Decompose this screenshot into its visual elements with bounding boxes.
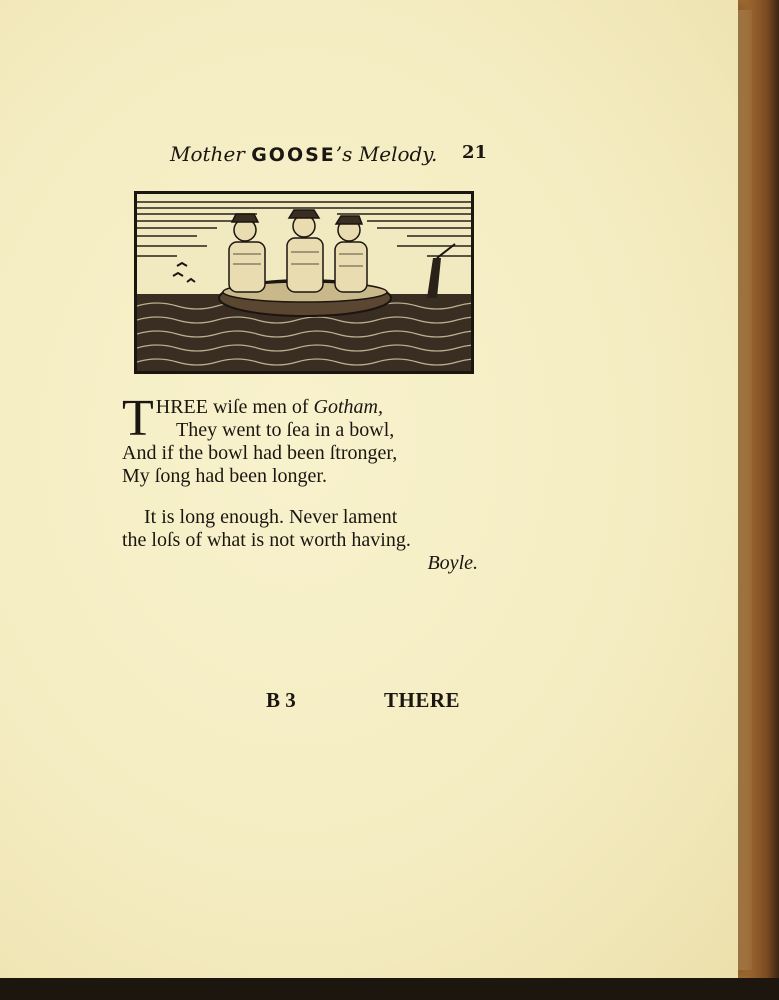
poem-line-1 <box>122 396 482 419</box>
moral-line-2: the loſs of what is not worth having. <box>122 529 411 551</box>
poem-line-3: And if the bowl had been ſtronger, <box>122 442 398 464</box>
poem-line-4: My ſong had been longer. <box>122 465 327 487</box>
poem-place-name: Gotham, <box>313 396 383 418</box>
poem <box>122 390 482 488</box>
poem-line-2: They went to ſea in a bowl, <box>176 419 395 441</box>
moral-line-1: It is long enough. Never lament <box>144 506 398 528</box>
woodcut-illustration <box>134 191 474 374</box>
poem-line-1-text: HREE wiſe men of <box>155 396 314 418</box>
header-possessive: ’s <box>335 142 353 166</box>
page-stack-edge <box>738 10 752 970</box>
page-number: 21 <box>462 142 488 163</box>
header-mother: Mother <box>170 142 245 166</box>
running-header <box>170 142 490 166</box>
moral-author: Boyle. <box>427 552 478 574</box>
woodcut-three-men-in-bowl-icon <box>137 194 471 371</box>
header-melody: Melody. <box>358 142 438 166</box>
catchword: THERE <box>384 688 461 712</box>
drop-cap: T <box>122 390 154 447</box>
signature-mark: B 3 <box>266 688 296 712</box>
header-goose: GOOSE <box>251 144 336 166</box>
moral <box>122 506 482 575</box>
bottom-background <box>0 978 779 1000</box>
